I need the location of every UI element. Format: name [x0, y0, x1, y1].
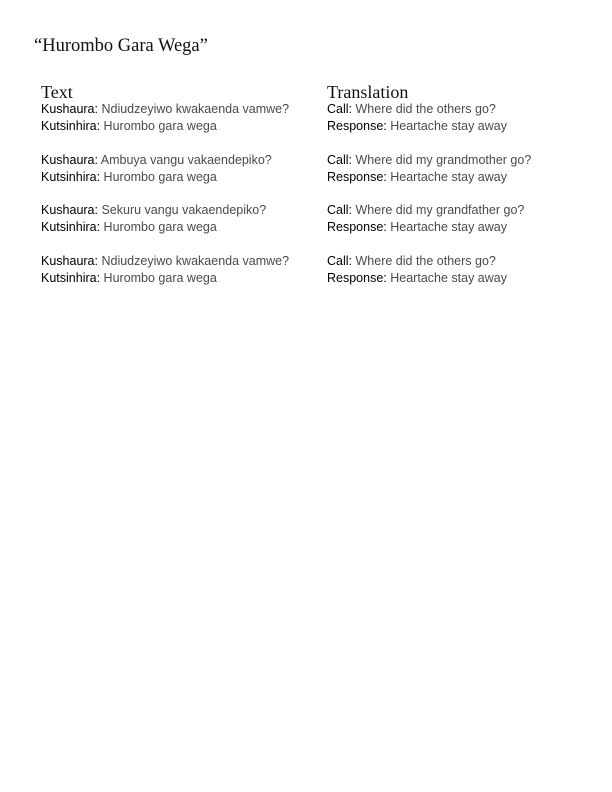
- call-label: Call:: [327, 253, 353, 268]
- call-text: Where did the others go?: [355, 253, 496, 268]
- response-text: Hurombo gara wega: [103, 119, 217, 133]
- response-line: [327, 118, 531, 135]
- response-text: Hurombo gara wega: [103, 169, 217, 184]
- text-stanza: [41, 101, 289, 135]
- call-line: [41, 152, 289, 169]
- response-label: Kutsinhira:: [41, 220, 101, 234]
- translation-stanza: [327, 202, 531, 236]
- response-label: Response:: [327, 270, 387, 285]
- translation-column: [327, 82, 531, 303]
- call-label: Kushaura:: [41, 152, 98, 167]
- response-text: Heartache stay away: [390, 270, 507, 285]
- response-line: [41, 270, 289, 287]
- call-label: Call:: [327, 152, 353, 167]
- response-label: Kutsinhira:: [41, 169, 101, 184]
- response-label: Response:: [327, 169, 387, 184]
- response-text: Heartache stay away: [390, 119, 507, 133]
- call-label: Kushaura:: [41, 102, 98, 116]
- translation-stanza: [327, 152, 531, 186]
- call-line: [41, 202, 289, 219]
- response-label: Kutsinhira:: [41, 270, 101, 285]
- translation-stanza: [327, 253, 531, 287]
- response-line: [327, 270, 531, 287]
- response-text: Heartache stay away: [390, 220, 507, 234]
- call-label: Kushaura:: [41, 253, 98, 268]
- call-label: Call:: [327, 102, 353, 116]
- call-label: Kushaura:: [41, 203, 98, 217]
- translation-column-heading: Translation: [327, 82, 409, 102]
- response-line: [41, 169, 289, 186]
- response-label: Kutsinhira:: [41, 119, 101, 133]
- call-line: [327, 152, 531, 169]
- text-stanza: [41, 253, 289, 287]
- response-label: Response:: [327, 220, 387, 234]
- response-text: Heartache stay away: [390, 169, 507, 184]
- response-line: [41, 118, 289, 135]
- text-column-heading: Text: [41, 82, 73, 102]
- call-text: Sekuru vangu vakaendepiko?: [101, 203, 267, 217]
- response-line: [327, 219, 531, 236]
- call-text: Where did my grandmother go?: [355, 152, 532, 167]
- response-label: Response:: [327, 119, 387, 133]
- text-stanza: [41, 152, 289, 186]
- call-line: [41, 253, 289, 270]
- call-line: [327, 253, 531, 270]
- call-text: Ndiudzeyiwo kwakaenda vamwe?: [101, 253, 290, 268]
- call-text: Ndiudzeyiwo kwakaenda vamwe?: [101, 102, 290, 116]
- text-column: [41, 82, 289, 303]
- text-stanza: [41, 202, 289, 236]
- call-label: Call:: [327, 203, 353, 217]
- page-title: “Hurombo Gara Wega”: [34, 36, 208, 56]
- response-text: Hurombo gara wega: [103, 220, 217, 234]
- translation-stanza: [327, 101, 531, 135]
- response-text: Hurombo gara wega: [103, 270, 217, 285]
- call-text: Where did my grandfather go?: [355, 203, 525, 217]
- response-line: [327, 169, 531, 186]
- call-text: Where did the others go?: [355, 102, 496, 116]
- call-text: Ambuya vangu vakaendepiko?: [100, 152, 272, 167]
- response-line: [41, 219, 289, 236]
- call-line: [41, 101, 289, 118]
- call-line: [327, 202, 531, 219]
- call-line: [327, 101, 531, 118]
